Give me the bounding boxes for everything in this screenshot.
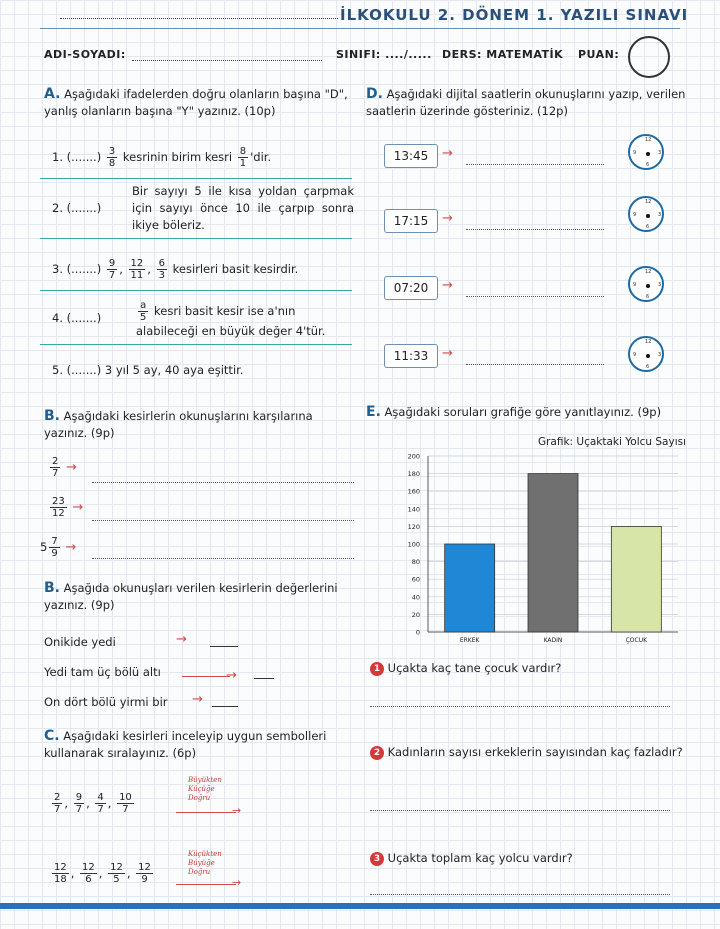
section-c-instruction: C. Aşağıdaki kesirleri inceleyip uygun sembolleri kullanarak sıralayınız. (6p) <box>44 728 327 760</box>
y-tick-label: 80 <box>411 558 420 567</box>
y-tick-label: 120 <box>407 522 420 531</box>
y-tick-label: 160 <box>407 487 420 496</box>
arrow-icon: → <box>232 876 242 889</box>
answer-blank[interactable]: (.......) <box>66 311 102 325</box>
arrow-icon: → <box>176 632 187 647</box>
divider <box>40 290 352 291</box>
y-tick-label: 0 <box>415 628 420 637</box>
b1-answer-line[interactable] <box>92 482 354 483</box>
c-row-1: $\frac{2}{7}$ , $\frac{9}{7}$ , $\frac{4}{7}$ , $\frac{10}{7}$ <box>54 792 132 815</box>
answer-blank[interactable]: (.......) <box>66 363 102 377</box>
red-arrow-line <box>176 884 236 885</box>
e-question-3: 3 Uçakta toplam kaç yolcu vardır? <box>370 850 686 867</box>
y-tick-label: 140 <box>407 505 420 514</box>
section-a-item-2-text: Bir sayıyı 5 ile kısa yoldan çarpmak için sayıyı önce 10 ile çarpıp sonra ikiye böleriz. <box>132 184 354 232</box>
y-tick-label: 20 <box>411 610 420 619</box>
x-tick-label: KADIN <box>543 637 563 644</box>
subject-label: DERS: MATEMATİK <box>442 48 564 61</box>
arrow-icon: → <box>442 278 453 293</box>
analog-clock[interactable]: 12 3 6 9 <box>628 266 664 302</box>
arrow-icon: → <box>192 692 203 707</box>
e-question-2: 2 Kadınların sayısı erkeklerin sayısından kaç fazladır? <box>370 744 686 761</box>
section-a-item-3: 3. (.......) $\frac{9}{7}$ , $\frac{12}{11}$ , $\frac{6}{3}$ kesirleri basit kesirdir. <box>52 258 299 281</box>
b1-fraction-row: $\frac{2}{7}$ → <box>52 456 77 479</box>
score-label: PUAN: <box>578 48 620 61</box>
digital-time: 17:15 <box>384 209 438 233</box>
bar-chart <box>370 432 690 654</box>
digital-time: 07:20 <box>384 276 438 300</box>
name-label: ADI-SOYADI: <box>44 48 126 61</box>
divider <box>40 344 352 345</box>
arrow-icon: → <box>442 346 453 361</box>
chart-title: Grafik: Uçaktaki Yolcu Sayısı <box>537 436 686 448</box>
bar-kadin <box>528 474 578 632</box>
red-arrow-line <box>176 812 236 813</box>
arrow-icon: → <box>442 146 453 161</box>
bottom-bar <box>0 903 720 909</box>
score-circle[interactable] <box>628 36 670 78</box>
handwritten-note: Büyükten Küçüğe Doğru <box>188 776 222 802</box>
bar-erkek <box>445 544 495 632</box>
x-tick-label: ERKEK <box>459 637 480 644</box>
analog-clock[interactable]: 12 3 6 9 <box>628 196 664 232</box>
section-a-item-4-text: $\frac{a}{5}$ kesri basit kesir ise a'nın alabileceği en büyük değer 4'tür. <box>136 300 326 338</box>
y-tick-label: 40 <box>411 593 420 602</box>
time-answer-line[interactable] <box>466 296 604 297</box>
b2-answer-line[interactable] <box>254 678 274 679</box>
section-a-item-1: 1. (.......) $\frac{3}{8}$ kesrinin birim kesri $\frac{8}{1}$ 'dir. <box>52 146 272 169</box>
arrow-icon: → <box>442 211 453 226</box>
bar-çocuk <box>611 526 661 632</box>
y-tick-label: 200 <box>407 452 420 461</box>
y-tick-label: 180 <box>407 470 420 479</box>
digital-time: 11:33 <box>384 344 438 368</box>
b2-item: Onikide yedi <box>44 635 116 649</box>
arrow-icon: → <box>226 668 237 683</box>
x-tick-label: ÇOCUK <box>625 637 648 644</box>
analog-clock[interactable]: 12 3 6 9 <box>628 336 664 372</box>
e-answer-line[interactable] <box>370 706 670 707</box>
section-b2-instruction: B. Aşağıda okunuşları verilen kesirlerin değerlerini yazınız. (9p) <box>44 580 338 612</box>
answer-blank[interactable]: (.......) <box>66 262 102 276</box>
class-label: SINIFI: ..../..... <box>336 48 432 61</box>
red-arrow-line <box>182 676 230 677</box>
y-tick-label: 60 <box>411 575 420 584</box>
header-dotted-line <box>60 18 338 19</box>
title-underline <box>40 28 680 29</box>
section-e-instruction: E. Aşağıdaki soruları grafiğe göre yanıtlayınız. (9p) <box>366 404 662 420</box>
e-answer-line[interactable] <box>370 810 670 811</box>
b1-fraction-row: 5 $\frac{7}{9}$ → <box>40 536 77 559</box>
b2-item: On dört bölü yirmi bir <box>44 695 168 709</box>
time-answer-line[interactable] <box>466 364 604 365</box>
section-a-instruction: A. Aşağıdaki ifadelerden doğru olanların başına "D", yanlış olanların başına "Y" yazınız. (10p) <box>44 86 348 118</box>
digital-time: 13:45 <box>384 144 438 168</box>
section-d-instruction: D. Aşağıdaki dijital saatlerin okunuşlarını yazıp, verilen saatlerin üzerinde gösteriniz. (12p) <box>366 86 686 118</box>
answer-blank[interactable]: (.......) <box>66 201 102 215</box>
section-a-item-5: 5. (.......) 3 yıl 5 ay, 40 aya eşittir. <box>52 363 244 377</box>
divider <box>40 238 352 239</box>
c-row-2: $\frac{12}{18}$ , $\frac{12}{6}$ , $\frac{12}{5}$ , $\frac{12}{9}$ <box>54 862 151 885</box>
handwritten-note: Küçükten Büyüğe Doğru <box>188 850 222 876</box>
e-question-1: 1 Uçakta kaç tane çocuk vardır? <box>370 660 690 677</box>
analog-clock[interactable]: 12 3 6 9 <box>628 134 664 170</box>
b2-item: Yedi tam üç bölü altı <box>44 665 161 679</box>
time-answer-line[interactable] <box>466 164 604 165</box>
answer-blank[interactable]: (.......) <box>66 150 102 164</box>
b2-answer-line[interactable] <box>210 646 238 647</box>
time-answer-line[interactable] <box>466 229 604 230</box>
b2-answer-line[interactable] <box>212 706 238 707</box>
exam-title: İLKOKULU 2. DÖNEM 1. YAZILI SINAVI <box>340 6 689 24</box>
e-answer-line[interactable] <box>370 894 670 895</box>
section-b1-instruction: B. Aşağıdaki kesirlerin okunuşlarını karşılarına yazınız. (9p) <box>44 408 313 440</box>
divider <box>40 178 352 179</box>
clock-rows <box>370 134 680 404</box>
section-a-item-2-num: 2. (.......) <box>52 201 102 215</box>
section-a-item-4-num: 4. (.......) <box>52 311 102 325</box>
name-field[interactable] <box>132 60 322 61</box>
b1-answer-line[interactable] <box>92 558 354 559</box>
b1-answer-line[interactable] <box>92 520 354 521</box>
b1-fraction-row: $\frac{23}{12}$ → <box>52 496 84 519</box>
y-tick-label: 100 <box>407 540 420 549</box>
arrow-icon: → <box>232 804 242 817</box>
